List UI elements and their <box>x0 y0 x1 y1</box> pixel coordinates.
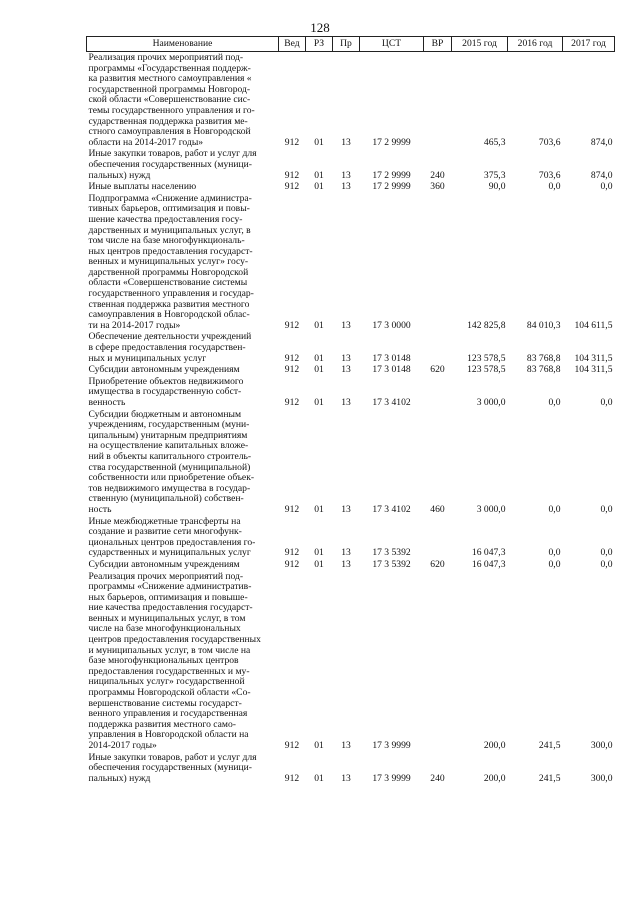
cell-cst: 17 3 0000 <box>372 319 411 331</box>
cell-ved: 912 <box>284 364 300 376</box>
cell-2017: 0,0 <box>600 547 613 559</box>
cell-name: Субсидии автономным учреждениям <box>88 364 240 376</box>
cell-cst: 17 3 5392 <box>372 558 411 570</box>
cell-rz: 01 <box>314 547 324 559</box>
cell-ved: 912 <box>284 547 300 559</box>
cell-vr <box>424 193 452 332</box>
cell-cst: 17 3 4102 <box>372 397 411 408</box>
cell-ved: 912 <box>284 740 300 751</box>
cell-2015: 142 825,8 <box>467 319 506 331</box>
cell-name: Субсидии бюджетным и автономным учреждениям, государственным (муни- ципальным) унитарным предприятиям на осуществление капитальных вложе- ний в объекты капитального строитель- ства государственной (муниципальной) собственности или приобретение объек- тов недвижимого имущества в государ- ственную (муниципальной) собствен- ность <box>88 408 255 515</box>
cell-vr: 240 <box>430 772 445 784</box>
cell-name: Иные выплаты населению <box>88 181 197 193</box>
cell-cst: 17 2 9999 <box>372 169 411 181</box>
cell-ved: 912 <box>284 558 300 570</box>
cell-2017: 300,0 <box>590 772 613 784</box>
cell-2017: 104 311,5 <box>574 364 613 376</box>
cell-pr: 13 <box>341 181 351 193</box>
cell-pr: 13 <box>341 136 351 148</box>
cell-cst: 17 3 9999 <box>372 740 411 751</box>
cell-cst: 17 3 4102 <box>372 503 411 515</box>
cell-name: Реализация прочих мероприятий под- программы «Снижение административ- ных барьеров, оптимизация и повыше- ние качества предоставления государст- венных и муниципальных услуг, в том числе на базе многофункциональных центров предоставления государственных и муниципальных услуг, в том числе на базе многофункциональных центров предоставления государственных и му- ниципальных услуг» государственной программы Новгородской области «Со- вершенствование системы государст- венного управления и государственная поддержка развития местного само- управления в Новгородской области на 2014-2017 годы» <box>88 570 261 751</box>
cell-pr: 13 <box>341 319 351 331</box>
cell-2015: 200,0 <box>483 740 506 751</box>
table-row <box>87 752 615 785</box>
cell-2017: 874,0 <box>590 169 613 181</box>
cell-2015: 200,0 <box>483 772 506 784</box>
cell-2016: 83 768,8 <box>526 364 561 376</box>
table-row <box>87 52 615 149</box>
cell-vr: 460 <box>430 503 445 515</box>
cell-2015: 123 578,5 <box>467 352 506 364</box>
cell-2017: 0,0 <box>600 558 613 570</box>
cell-2015: 3 000,0 <box>476 503 506 515</box>
cell-2016: 0,0 <box>548 181 561 193</box>
cell-2016: 0,0 <box>548 503 561 515</box>
table-row <box>87 181 615 193</box>
cell-name: Иные закупки товаров, работ и услуг для обеспечения государственных (муници- пальных) нужд <box>88 148 257 181</box>
cell-ved: 912 <box>284 397 300 408</box>
cell-cst: 17 2 9999 <box>372 136 411 148</box>
table-row <box>87 409 615 516</box>
cell-rz: 01 <box>314 772 324 784</box>
cell-rz: 01 <box>314 740 324 751</box>
cell-pr: 13 <box>341 397 351 408</box>
cell-vr <box>424 516 452 559</box>
table-row <box>87 559 615 571</box>
cell-name: Подпрограмма «Снижение администра- тивных барьеров, оптимизация и повы- шение качества предоставления госу- дарственных и муниципальных услуг, в том числе на базе многофункциональ- ных центров предоставления государст- венных и муниципальных услуг» госу- дарственной программы Новгородской области «Совершенствование системы государственного управления и государ- ственная поддержка развития местного самоуправления в Новгородской облас- ти на 2014-2017 годы» <box>88 192 254 331</box>
cell-vr <box>424 376 452 409</box>
table-header-row <box>87 37 615 52</box>
cell-ved: 912 <box>284 169 300 181</box>
cell-rz: 01 <box>314 319 324 331</box>
cell-vr: 620 <box>430 558 445 570</box>
page-number: 128 <box>310 20 330 35</box>
cell-2017: 0,0 <box>600 397 613 408</box>
table-row <box>87 364 615 376</box>
column-header-2016: 2016 год <box>508 37 563 52</box>
cell-rz: 01 <box>314 136 324 148</box>
cell-ved: 912 <box>284 503 300 515</box>
cell-name: Субсидии автономным учреждениям <box>88 558 240 570</box>
cell-pr: 13 <box>341 352 351 364</box>
cell-2017: 874,0 <box>590 136 613 148</box>
cell-2016: 241,5 <box>538 772 561 784</box>
cell-pr: 13 <box>341 364 351 376</box>
cell-rz: 01 <box>314 503 324 515</box>
cell-2015: 90,0 <box>488 181 506 193</box>
cell-2016: 703,6 <box>538 136 561 148</box>
cell-2016: 84 010,3 <box>526 319 561 331</box>
cell-pr: 13 <box>341 558 351 570</box>
cell-vr: 240 <box>430 169 445 181</box>
cell-rz: 01 <box>314 364 324 376</box>
table-row <box>87 376 615 409</box>
cell-2016: 83 768,8 <box>526 352 561 364</box>
cell-2017: 104 311,5 <box>574 352 613 364</box>
cell-vr: 360 <box>430 181 445 193</box>
cell-ved: 912 <box>284 319 300 331</box>
cell-2016: 703,6 <box>538 169 561 181</box>
cell-2015: 16 047,3 <box>471 547 506 559</box>
cell-name: Иные межбюджетные трансферты на создание и развитие сети многофунк- циональных центров предоставления го- сударственных и муниципальных услуг <box>88 515 256 559</box>
cell-cst: 17 3 0148 <box>372 364 411 376</box>
budget-table <box>86 36 615 784</box>
cell-ved: 912 <box>284 181 300 193</box>
cell-pr: 13 <box>341 740 351 751</box>
cell-2016: 241,5 <box>538 740 561 751</box>
cell-ved: 912 <box>284 772 300 784</box>
cell-name: Иные закупки товаров, работ и услуг для обеспечения государственных (муници- пальных) нужд <box>88 751 257 784</box>
cell-2017: 0,0 <box>600 503 613 515</box>
cell-name: Реализация прочих мероприятий под- программы «Государственная поддерж- ка развития местного самоуправления « государственной программы Новгород- ской области «Совершенствование сис- темы государственного управления и го- сударственная поддержка развития ме- стного самоуправления в Новгородской области на 2014-2017 годы» <box>88 52 255 148</box>
table-row <box>87 571 615 752</box>
cell-2016: 0,0 <box>548 397 561 408</box>
column-header-2015: 2015 год <box>452 37 508 52</box>
cell-2015: 123 578,5 <box>467 364 506 376</box>
table-row <box>87 516 615 559</box>
cell-2017: 0,0 <box>600 181 613 193</box>
cell-pr: 13 <box>341 547 351 559</box>
cell-2016: 0,0 <box>548 558 561 570</box>
cell-2015: 375,3 <box>483 169 506 181</box>
table-row <box>87 148 615 181</box>
cell-vr <box>424 331 452 364</box>
cell-2015: 3 000,0 <box>476 397 506 408</box>
cell-cst: 17 3 5392 <box>372 547 411 559</box>
cell-rz: 01 <box>314 397 324 408</box>
column-header-cst: ЦСТ <box>360 37 424 52</box>
cell-pr: 13 <box>341 772 351 784</box>
cell-2016: 0,0 <box>548 547 561 559</box>
cell-vr: 620 <box>430 364 445 376</box>
cell-rz: 01 <box>314 558 324 570</box>
cell-ved: 912 <box>284 352 300 364</box>
cell-2015: 465,3 <box>483 136 506 148</box>
cell-cst: 17 3 9999 <box>372 772 411 784</box>
column-header-2017: 2017 год <box>563 37 615 52</box>
cell-name: Обеспечение деятельности учреждений в сфере предоставления государствен- ных и муниципальных услуг <box>88 331 252 364</box>
cell-ved: 912 <box>284 136 300 148</box>
cell-2017: 104 611,5 <box>574 319 613 331</box>
column-header-vr: ВР <box>424 37 452 52</box>
cell-cst: 17 3 0148 <box>372 352 411 364</box>
column-header-name: Наименование <box>87 37 279 52</box>
cell-rz: 01 <box>314 181 324 193</box>
cell-2017: 300,0 <box>590 740 613 751</box>
cell-name: Приобретение объектов недвижимого имущества в государственную собст- венность <box>88 375 244 408</box>
table-row <box>87 193 615 332</box>
cell-vr <box>424 571 452 752</box>
column-header-pr: Пр <box>333 37 360 52</box>
cell-cst: 17 2 9999 <box>372 181 411 193</box>
cell-rz: 01 <box>314 352 324 364</box>
column-header-ved: Вед <box>279 37 306 52</box>
cell-vr <box>424 52 452 149</box>
cell-pr: 13 <box>341 503 351 515</box>
table-row <box>87 331 615 364</box>
column-header-rz: РЗ <box>306 37 333 52</box>
cell-rz: 01 <box>314 169 324 181</box>
cell-pr: 13 <box>341 169 351 181</box>
cell-2015: 16 047,3 <box>471 558 506 570</box>
